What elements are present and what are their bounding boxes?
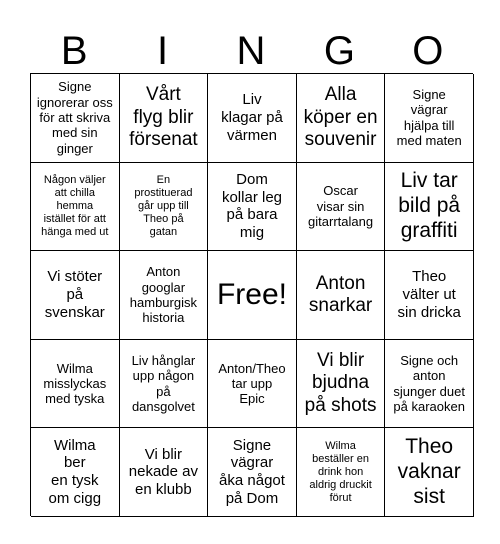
- bingo-cell[interactable]: Wilma beställer en drink hon aldrig druckit förut: [297, 428, 386, 517]
- bingo-cell[interactable]: Anton snarkar: [297, 251, 386, 340]
- bingo-cell[interactable]: Vi blir bjudna på shots: [297, 340, 386, 429]
- bingo-cell[interactable]: Liv hånglar upp någon på dansgolvet: [120, 340, 209, 429]
- header-letter-g: G: [323, 29, 355, 73]
- bingo-cell[interactable]: Liv tar bild på graffiti: [385, 163, 474, 252]
- header-letter-b: B: [60, 29, 88, 73]
- bingo-cell[interactable]: Vårt flyg blir försenat: [120, 74, 209, 163]
- bingo-cell[interactable]: Theo välter ut sin dricka: [385, 251, 474, 340]
- bingo-cell[interactable]: Anton/Theo tar upp Epic: [208, 340, 297, 429]
- bingo-cell[interactable]: En prostituerad går upp till Theo på gatan: [120, 163, 209, 252]
- header-letter-i: I: [157, 29, 169, 73]
- bingo-grid: [30, 73, 473, 516]
- free-space-cell[interactable]: Free!: [208, 251, 297, 340]
- bingo-cell[interactable]: Signe och anton sjunger duet på karaoken: [385, 340, 474, 429]
- bingo-cell[interactable]: Vi stöter på svenskar: [31, 251, 120, 340]
- header-letter-n: N: [236, 29, 266, 73]
- bingo-cell[interactable]: Anton googlar hamburgisk historia: [120, 251, 209, 340]
- bingo-cell[interactable]: Signe vägrar åka något på Dom: [208, 428, 297, 517]
- header-letter-o: O: [412, 29, 444, 73]
- bingo-cell[interactable]: Theo vaknar sist: [385, 428, 474, 517]
- bingo-cell[interactable]: Dom kollar leg på bara mig: [208, 163, 297, 252]
- bingo-header: [30, 30, 472, 72]
- bingo-cell[interactable]: Vi blir nekade av en klubb: [120, 428, 209, 517]
- bingo-cell[interactable]: Någon väljer att chilla hemma istället för att hänga med ut: [31, 163, 120, 252]
- bingo-cell[interactable]: Wilma misslyckas med tyska: [31, 340, 120, 429]
- bingo-cell[interactable]: Wilma ber en tysk om cigg: [31, 428, 120, 517]
- bingo-cell[interactable]: Oscar visar sin gitarrtalang: [297, 163, 386, 252]
- bingo-cell[interactable]: Liv klagar på värmen: [208, 74, 297, 163]
- bingo-cell[interactable]: Signe vägrar hjälpa till med maten: [385, 74, 474, 163]
- bingo-cell[interactable]: Alla köper en souvenir: [297, 74, 386, 163]
- bingo-cell[interactable]: Signe ignorerar oss för att skriva med sin ginger: [31, 74, 120, 163]
